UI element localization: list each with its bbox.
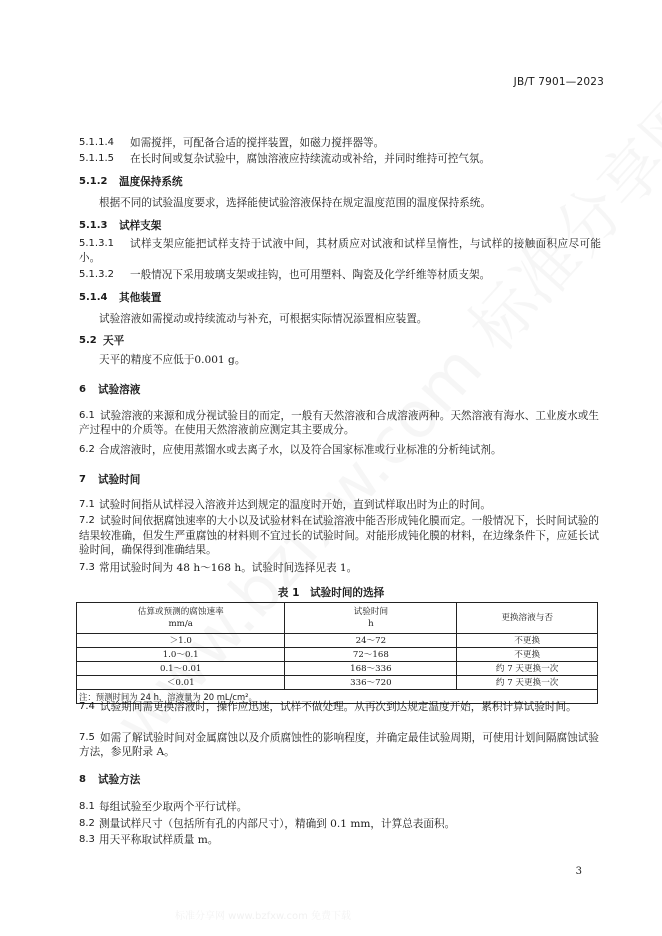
clause-text: 常用试验时间为 48 h～168 h。试验时间选择见表 1。 — [99, 562, 358, 574]
clause-number: 7.2 — [79, 515, 95, 526]
clause-number: 7.5 — [79, 732, 95, 743]
heading-title: 试验溶液 — [98, 384, 141, 396]
standard-number: JB/T 7901—2023 — [513, 76, 604, 88]
header-test-time — [285, 603, 457, 634]
heading-title: 试验方法 — [98, 774, 141, 786]
clause-number: 5.1.3.2 — [79, 269, 114, 280]
cell-rate: 0.1～0.01 — [77, 662, 285, 676]
cell-rate: ＞1.0 — [77, 634, 285, 648]
clause-number: 8.3 — [79, 834, 95, 845]
table-caption: 表 1 试验时间的选择 — [277, 587, 385, 599]
cell-time: 24～72 — [285, 634, 457, 648]
test-time-table — [76, 602, 598, 704]
clause-text: 试样支架应能把试样支持于试液中间，其材质应对试液和试样呈惰性，与试样的接触面积应尽可能小。 — [79, 238, 601, 264]
heading-title: 其他装置 — [119, 292, 162, 304]
table-note: 注：预测时间为 24 h，溶液量为 20 mL/cm²。 — [77, 690, 598, 704]
clause-number: 5.1.1.4 — [79, 137, 114, 148]
clause-number: 7.1 — [79, 499, 95, 510]
table-row — [77, 676, 598, 690]
cell-change: 约 7 天更换一次 — [457, 676, 598, 690]
clause-7-4 — [0, 700, 662, 730]
heading-number: 7 — [79, 474, 86, 485]
paragraph-text: 天平的精度不应低于0.001 g。 — [99, 354, 246, 366]
header-text: 试验时间 — [353, 607, 389, 617]
clause-6-1 — [0, 409, 662, 439]
cell-change: 不更换 — [457, 648, 598, 662]
heading-number: 8 — [79, 774, 86, 785]
heading-title: 试验时间 — [98, 474, 141, 486]
paragraph-text: 试验溶液如需搅动或持续流动与补充，可根据实际情况添置相应装置。 — [99, 313, 428, 325]
heading-number: 5.1.4 — [79, 292, 108, 303]
header-solution-change: 更换溶液与否 — [457, 603, 598, 634]
page-number: 3 — [575, 866, 582, 877]
clause-text: 如需了解试验时间对金属腐蚀以及介质腐蚀性的影响程度，并确定最佳试验周期，可使用计划间隔腐蚀试验方法，参见附录 A。 — [79, 732, 599, 758]
header-unit: h — [368, 619, 374, 629]
clause-text: 试验时间依据腐蚀速率的大小以及试验材料在试验溶液中能否形成钝化膜而定。一般情况下，长时间试验的结果较准确，但发生严重腐蚀的材料则不宜过长的试验时间。对能形成钝化膜的材料，在边缘条件下，应延长试验时间，确保得到准确结果。 — [79, 515, 599, 556]
clause-text: 测量试样尺寸（包括所有孔的内部尺寸），精确到 0.1 mm，计算总表面积。 — [99, 818, 456, 830]
header-corrosion-rate — [77, 603, 285, 634]
clause-number: 6.2 — [79, 444, 95, 455]
clause-number: 6.1 — [79, 410, 95, 421]
heading-title: 温度保持系统 — [119, 176, 183, 188]
heading-title: 试样支架 — [119, 220, 162, 232]
clause-number: 5.1.1.5 — [79, 153, 114, 164]
header-text: 估算或预测的腐蚀速率 — [137, 607, 224, 617]
footer-watermark: 标准分享网 www.bzfxw.com 免费下载 — [175, 911, 351, 922]
clause-number: 7.3 — [79, 562, 95, 573]
clause-text: 如需搅拌，可配备合适的搅拌装置，如磁力搅拌器等。 — [130, 137, 385, 149]
cell-change: 不更换 — [457, 634, 598, 648]
clause-number: 8.2 — [79, 818, 95, 829]
cell-rate: ＜0.01 — [77, 676, 285, 690]
clause-number: 8.1 — [79, 801, 95, 812]
heading-number: 5.1.2 — [79, 176, 108, 187]
heading-title: 天平 — [103, 335, 125, 347]
table-header-row — [77, 603, 598, 634]
heading-number: 5.1.3 — [79, 220, 108, 231]
clause-text: 用天平称取试样质量 m。 — [99, 834, 219, 846]
clause-text: 合成溶液时，应使用蒸馏水或去离子水，以及符合国家标准或行业标准的分析纯试剂。 — [99, 444, 502, 456]
cell-time: 72～168 — [285, 648, 457, 662]
heading-number: 6 — [79, 384, 86, 395]
clause-text: 试验期间需更换溶液时，操作应迅速，试样不做处理。从再次到达规定温度开始，累积计算试验时间。 — [100, 701, 577, 713]
clause-text: 在长时间或复杂试验中，腐蚀溶液应持续流动或补给，并同时维持可控气氛。 — [130, 153, 491, 165]
clause-7-5 — [0, 731, 662, 761]
clause-number: 5.1.3.1 — [79, 238, 114, 249]
heading-number: 5.2 — [79, 335, 97, 346]
clause-text: 一般情况下采用玻璃支架或挂钩，也可用塑料、陶瓷及化学纤维等材质支架。 — [130, 269, 491, 281]
cell-rate: 1.0～0.1 — [77, 648, 285, 662]
cell-change: 约 7 天更换一次 — [457, 662, 598, 676]
table-row — [77, 634, 598, 648]
clause-text: 每组试验至少取两个平行试样。 — [99, 801, 248, 813]
table-row — [77, 662, 598, 676]
cell-time: 336～720 — [285, 676, 457, 690]
clause-number: 7.4 — [79, 701, 95, 712]
cell-time: 168～336 — [285, 662, 457, 676]
clause-text: 试验溶液的来源和成分视试验目的而定，一般有天然溶液和合成溶液两种。天然溶液有海水、工业废水或生产过程中的介质等。在使用天然溶液前应测定其主要成分。 — [79, 410, 599, 436]
paragraph-text: 根据不同的试验温度要求，选择能使试验溶液保持在规定温度范围的温度保持系统。 — [99, 197, 491, 209]
clause-7-2 — [0, 514, 662, 558]
table-row — [77, 648, 598, 662]
clause-5-1-3-1 — [0, 237, 662, 267]
clause-text: 试验时间指从试样浸入溶液并达到规定的温度时开始，直到试样取出时为止的时间。 — [99, 499, 491, 511]
header-unit: mm/a — [168, 619, 193, 629]
